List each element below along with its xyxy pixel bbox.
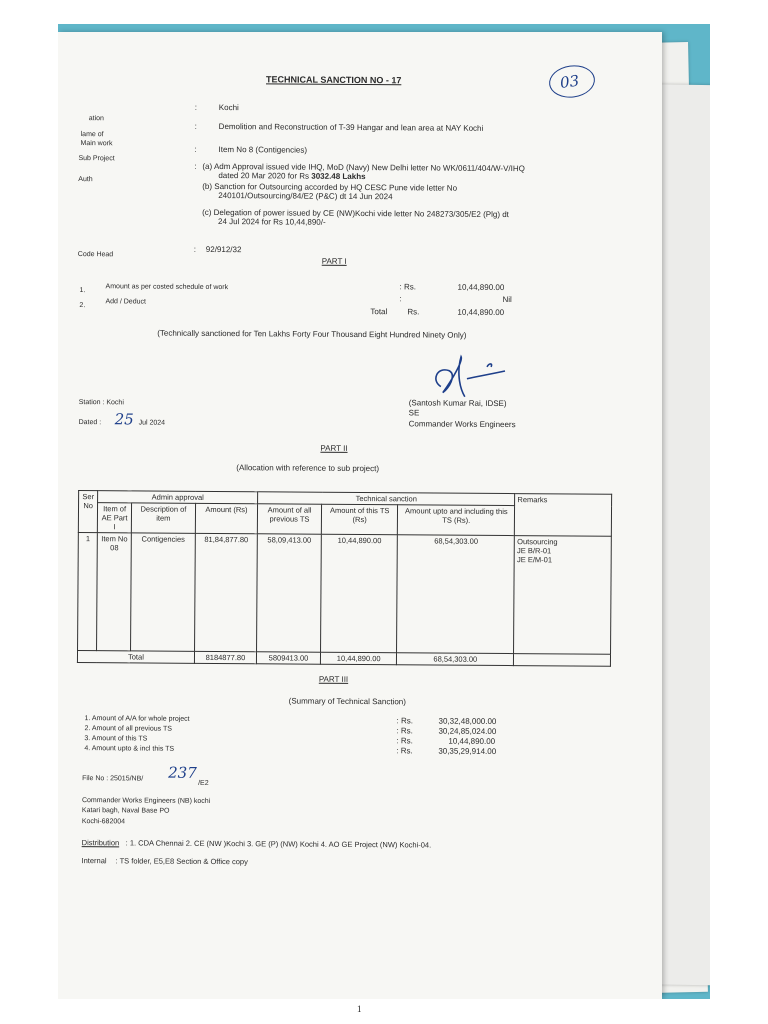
header-item-ae: Item of AE Part I (98, 503, 132, 533)
cell-upto: 68,54,303.00 (397, 535, 515, 654)
signature-dated-day: 25 (114, 410, 134, 429)
summary-value: 30,35,29,914.00 (438, 746, 497, 756)
signatory-name: (Santosh Kumar Rai, IDSE) (408, 398, 507, 409)
allocation-table (77, 490, 612, 667)
auth-a-line1: (a) Adm Approval issued vide IHQ, MoD (Navy) New Delhi letter No WK/0611/404/W-V/IHQ (202, 161, 525, 174)
document-photo (58, 24, 710, 999)
page-number: 1 (357, 1004, 362, 1014)
header-remarks: Remarks (515, 494, 612, 537)
cell-this-ts: 10,44,890.00 (321, 534, 398, 653)
part1-total-currency: Rs. (407, 307, 420, 317)
part1-heading: PART I (321, 256, 347, 266)
summary-value: 30,32,48,000.00 (438, 716, 497, 726)
sanction-sheet: TECHNICAL SANCTION NO - 17 03 ation lame of Main work Sub Project Auth : Kochi : Demolition and Reconstruction of T-39 Hangar and lean area at NAY Kochi : Item No 8 (Contigencies) : (a) Adm Approval issued vide IHQ, MoD (Navy) New Delhi letter No WK/0611/404/W-V/IHQ dated 20 Mar 2020 for Rs 3032.48 Lakhs (b) Sanction for Outsourcing accorded by HQ CESC Pune vide letter No 240101/Outsourcing/84/E2 (P&C) dt 14 Jun 2024 (c) Delegation of power issued by CE (NW)Kochi vide letter No 248273/305/E2 (Plg) dt 24 Jul 2024 for Rs 10,44,890/- Code Head : 92/912/32 PART I 1. Amount as per costed schedule of work : Rs. 10,44,890.00 2. Add / Deduct : Nil Total Rs. 10,44,890.00 (Technically sanctioned for Ten Lakhs Forty Four Thousand Eight Hundred Ninety Only) Station : Kochi Dated : 25 Jul 2024 (Santosh Kumar Rai, IDSE) SE Commander Works Engineers PART II (Allocation with reference to sub project) Ser No Admin approval Technical sanction Remarks Item of AE Part I Description of item Amount (Rs) Amount of all previous TS Amount of this TS (Rs) Amount upto and including this TS (Rs). 1 Item No 08 Contigencies 81,84,877.80 58,09,413.00 10,44,890.00 68,54,303.00 Outsourcing JE B/R-01 JE E/M-01 Total 8184877.80 5809413.00 10,44,890.00 68,54,303.00 PART III (Summary of Technical Sanction) 1. Amount of A/A for whole project : Rs. 30,32,48,000.00 2. Amount of all previous TS : Rs. 30,24,85,024.00 3. Amount of this TS : Rs. 10,44,890.00 4. Amount upto & incl this TS : Rs. 30,35,29,914.00 File No : 25015/NB/ 237 /E2 Commander Works Engineers (NB) kochi Katari bagh, Naval Base PO Kochi-682004 Distribution : 1. CDA Chennai 2. CE (NW )Kochi 3. GE (P) (NW) Kochi 4. AO GE Project (NW) Kochi-04. Internal : TS folder, E5,E8 Section & Office copy (58, 32, 662, 999)
part1-row-currency: : Rs. (399, 282, 417, 292)
total-upto: 68,54,303.00 (397, 653, 514, 666)
internal-list: : TS folder, E5,E8 Section & Office copy (115, 856, 248, 867)
part1-row-value: Nil (502, 295, 512, 305)
distribution-label: Distribution (81, 838, 120, 848)
header-technical-sanction: Technical sanction (258, 492, 515, 506)
summary-currency: : Rs. (396, 716, 414, 726)
signatory-rank: SE (408, 408, 420, 418)
header-amount-previous: Amount of all previous TS (257, 504, 321, 534)
header-amount-this: Amount of this TS (Rs) (321, 504, 397, 535)
part3-subheading: (Summary of Technical Sanction) (288, 696, 406, 707)
signature-station: Station : Kochi (78, 399, 124, 407)
total-amount: 8184877.80 (194, 651, 256, 663)
signature-dated-month: Jul 2024 (138, 419, 166, 427)
auth-a-line2: dated 20 Mar 2020 for Rs 3032.48 Lakhs (218, 171, 366, 182)
part1-row-value: 10,44,890.00 (457, 282, 505, 293)
cell-remarks (514, 536, 611, 655)
part2-subheading: (Allocation with reference to sub project) (236, 463, 380, 474)
main-work-label: lame of Main work (80, 131, 113, 148)
sub-project-value: Item No 8 (Contigencies) (218, 145, 308, 155)
summary-value: 30,24,85,024.00 (438, 726, 497, 736)
part1-row-num: 2. (79, 302, 86, 310)
code-head-value: 92/912/32 (205, 244, 242, 255)
cell-previous: 58,09,413.00 (257, 534, 322, 652)
file-number-suffix: /E2 (198, 779, 209, 787)
sanction-amount-words: (Technically sanctioned for Ten Lakhs Forty Four Thousand Eight Hundred Ninety Only) (157, 328, 467, 340)
auth-label: Auth (78, 176, 93, 184)
address-line: Katari bagh, Naval Base PO (81, 807, 170, 815)
station-label: ation (88, 115, 104, 123)
summary-label: 1. Amount of A/A for whole project (84, 715, 190, 723)
auth-b-line1: (b) Sanction for Outsourcing accorded by HQ CESC Pune vide letter No (202, 181, 458, 193)
summary-label: 4. Amount upto & incl this TS (84, 745, 175, 753)
sub-project-label: Sub Project (78, 155, 115, 163)
part1-total-value: 10,44,890.00 (457, 307, 505, 318)
station-value: Kochi (218, 103, 239, 113)
part3-heading: PART III (318, 674, 349, 684)
address-line: Commander Works Engineers (NB) kochi (81, 797, 211, 805)
cell-item: Item No 08 (97, 533, 131, 651)
summary-label: 2. Amount of all previous TS (84, 725, 172, 733)
cell-amount: 81,84,877.80 (194, 533, 257, 651)
page-marker-circle (547, 63, 597, 101)
header-description: Description of item (131, 503, 195, 533)
file-number-label: File No : 25015/NB/ (82, 775, 144, 783)
header-admin-approval: Admin approval (98, 491, 258, 504)
signature-dated-label: Dated : (78, 419, 102, 427)
cell-ser: 1 (78, 533, 98, 651)
part1-row-label: Add / Deduct (105, 298, 146, 306)
address-line: Kochi-682004 (81, 818, 126, 826)
cell-description: Contigencies (130, 533, 195, 651)
part2-heading: PART II (320, 443, 348, 453)
summary-label: 3. Amount of this TS (84, 735, 148, 743)
remark-line: JE B/R-01 (517, 546, 552, 556)
total-row (77, 651, 610, 667)
summary-currency: : Rs. (396, 746, 413, 756)
remark-line: Outsourcing (517, 537, 558, 547)
total-this-ts: 10,44,890.00 (321, 652, 397, 665)
header-amount: Amount (Rs) (195, 503, 257, 533)
summary-value: 10,44,890.00 (448, 736, 496, 746)
auth-c-line2: 24 Jul 2024 for Rs 10,44,890/- (217, 217, 326, 227)
part1-row-currency: : (399, 294, 402, 304)
table-row (78, 533, 612, 655)
total-previous: 5809413.00 (256, 652, 320, 664)
document-title: TECHNICAL SANCTION NO - 17 (265, 74, 402, 86)
summary-currency: : Rs. (396, 726, 413, 736)
total-label: Total (77, 651, 194, 664)
header-ser-no: Ser No (78, 491, 98, 533)
file-number-handwritten: 237 (168, 763, 197, 782)
distribution-list: : 1. CDA Chennai 2. CE (NW )Kochi 3. GE (P) (NW) Kochi 4. AO GE Project (NW) Kochi-04. (125, 838, 432, 850)
auth-c-line1: (c) Delegation of power issued by CE (NW)Kochi vide letter No 248273/305/E2 (Plg) dt (202, 207, 509, 220)
page-marker: 03 (558, 71, 581, 92)
summary-currency: : Rs. (396, 736, 413, 746)
code-head-label: Code Head (77, 251, 114, 259)
part1-total-label: Total (370, 307, 388, 317)
remark-line: JE E/M-01 (516, 555, 553, 565)
main-work-value: Demolition and Reconstruction of T-39 Hangar and lean area at NAY Kochi (218, 122, 484, 133)
signatory-designation: Commander Works Engineers (408, 419, 516, 430)
header-amount-upto: Amount upto and including this TS (Rs). (398, 505, 515, 536)
part1-row-label: Amount as per costed schedule of work (105, 283, 229, 292)
part1-row-num: 1. (79, 287, 86, 295)
internal-label: Internal (81, 856, 107, 866)
auth-b-line2: 240101/Outsourcing/84/E2 (P&C) dt 14 Jun 2024 (218, 191, 393, 202)
